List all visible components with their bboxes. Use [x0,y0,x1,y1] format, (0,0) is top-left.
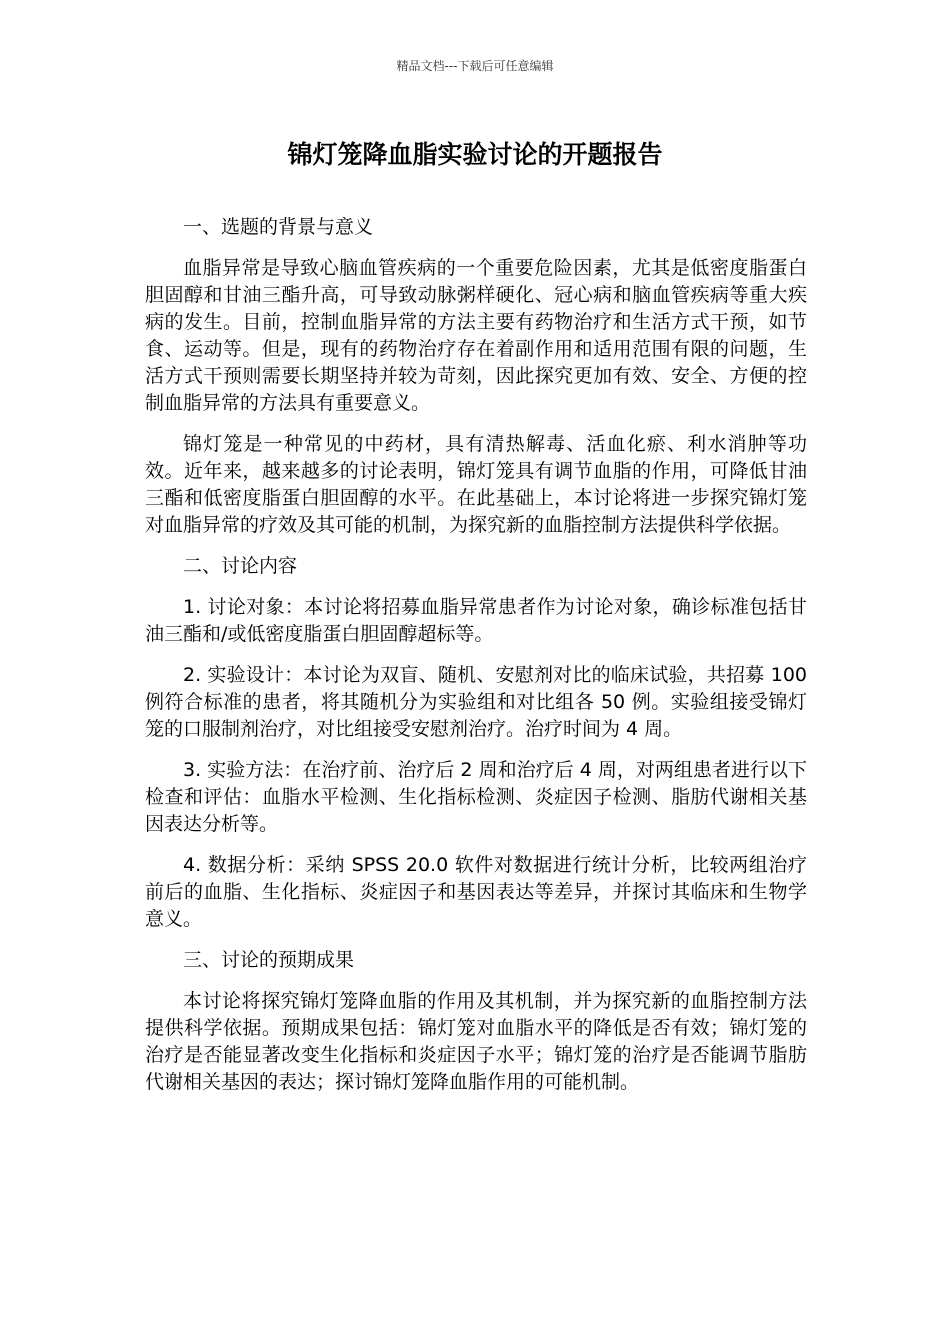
paragraph: 2. 实验设计：本讨论为双盲、随机、安慰剂对比的临床试验，共招募 100 例符合标准的患者，将其随机分为实验组和对比组各 50 例。实验组接受锦灯笼的口服制剂治疗，对比组接受安慰剂治疗。治疗时间为 4 周。 [145,664,807,740]
paragraph: 本讨论将探究锦灯笼降血脂的作用及其机制，并为探究新的血脂控制方法提供科学依据。预期成果包括：锦灯笼对血脂水平的降低是否有效；锦灯笼的治疗是否能显著改变生化指标和炎症因子水平；锦灯笼的治疗是否能调节脂肪代谢相关基因的表达；探讨锦灯笼降血脂作用的可能机制。 [145,990,807,1093]
paragraph: 血脂异常是导致心脑血管疾病的一个重要危险因素，尤其是低密度脂蛋白胆固醇和甘油三酯升高，可导致动脉粥样硬化、冠心病和脑血管疾病等重大疾病的发生。目前，控制血脂异常的方法主要有药物治疗和生活方式干预，如节食、运动等。但是，现有的药物治疗存在着副作用和适用范围有限的问题，生活方式干预则需要长期坚持并较为苛刻，因此探究更加有效、安全、方便的控制血脂异常的方法具有重要意义。 [145,257,807,414]
paragraph: 1. 讨论对象：本讨论将招募血脂异常患者作为讨论对象，确诊标准包括甘油三酯和/或低密度脂蛋白胆固醇超标等。 [145,596,807,645]
paragraph: 4. 数据分析：采纳 SPSS 20.0 软件对数据进行统计分析，比较两组治疗前后的血脂、生化指标、炎症因子和基因表达等差异，并探讨其临床和生物学意义。 [145,854,807,930]
document-title: 锦灯笼降血脂实验讨论的开题报告 [287,140,663,169]
paragraph: 3. 实验方法：在治疗前、治疗后 2 周和治疗后 4 周，对两组患者进行以下检查和评估：血脂水平检测、生化指标检测、炎症因子检测、脂肪代谢相关基因表达分析等。 [145,759,807,835]
section-heading-background: 一、选题的背景与意义 [183,216,374,238]
paragraph: 锦灯笼是一种常见的中药材，具有清热解毒、活血化瘀、利水消肿等功效。近年来，越来越多的讨论表明，锦灯笼具有调节血脂的作用，可降低甘油三酯和低密度脂蛋白胆固醇的水平。在此基础上，本讨论将进一步探究锦灯笼对血脂异常的疗效及其可能的机制，为探究新的血脂控制方法提供科学依据。 [145,433,807,536]
section-heading-expected-results: 三、讨论的预期成果 [183,949,355,971]
document-body [145,214,807,1110]
page-header: 精品文档---下载后可任意编辑 [396,59,554,73]
section-heading-content: 二、讨论内容 [183,555,298,577]
